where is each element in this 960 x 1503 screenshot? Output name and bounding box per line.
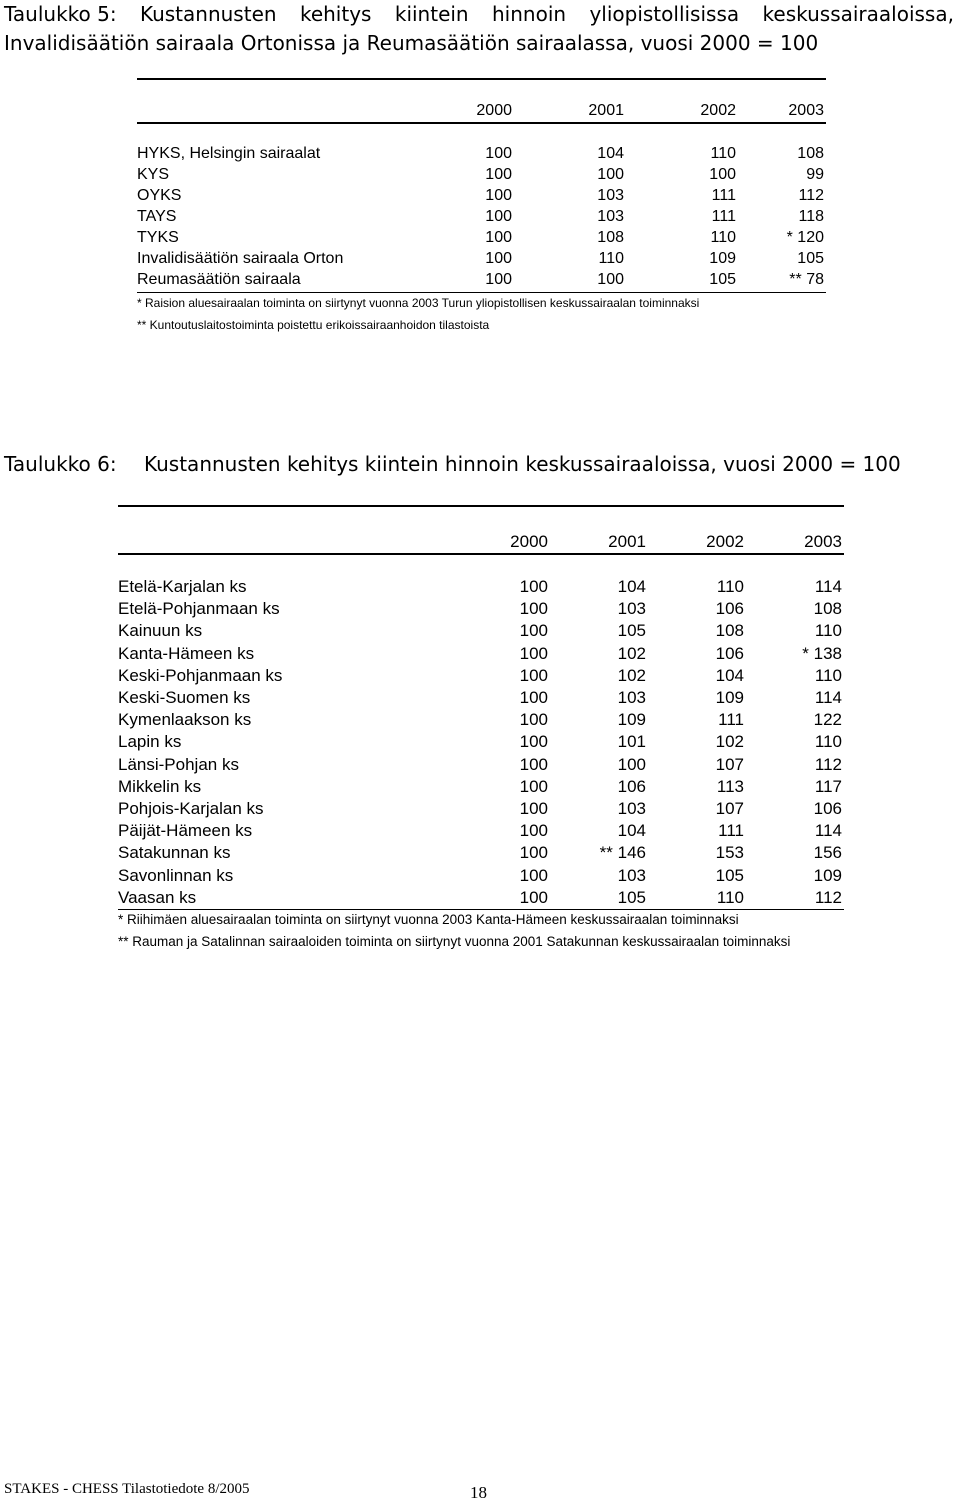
table5-note: * Raision aluesairaalan toiminta on siirtynyt vuonna 2003 Turun yliopistollisen keskussairaalan toiminnaksi: [137, 296, 700, 310]
column-header: 2001: [608, 532, 646, 551]
cell-value: 105: [617, 887, 646, 907]
cell-value: 103: [597, 208, 624, 225]
row-label: Savonlinnan ks: [118, 865, 234, 885]
cell-value: 106: [715, 599, 744, 619]
table-row: [118, 598, 842, 620]
row-label: TYKS: [137, 229, 179, 246]
cell-value: 110: [716, 577, 744, 597]
cell-value: 100: [485, 166, 512, 183]
cell-value: 108: [597, 229, 624, 246]
cell-value: 99: [806, 166, 824, 183]
table5-header-rule: [137, 122, 826, 124]
cell-value: 100: [485, 229, 512, 246]
table-row: [118, 643, 842, 665]
column-header: 2003: [788, 102, 824, 119]
cell-value: 100: [519, 621, 548, 641]
cell-value: 112: [798, 187, 824, 204]
cell-value: 113: [716, 776, 744, 796]
table-row: [137, 143, 824, 164]
row-label: HYKS, Helsingin sairaalat: [137, 145, 321, 162]
cell-value: 108: [797, 145, 824, 162]
row-label: Länsi-Pohjan ks: [118, 754, 239, 774]
cell-value: 110: [814, 732, 842, 752]
cell-value: 114: [814, 688, 842, 708]
row-label: Keski-Suomen ks: [118, 688, 251, 708]
cell-value: 112: [814, 887, 842, 907]
cell-value: 104: [617, 577, 646, 597]
cell-value: 100: [617, 754, 646, 774]
table-row: [118, 887, 842, 909]
table-row: [118, 731, 842, 753]
title-word: kiintein: [394, 2, 469, 26]
cell-value: 111: [711, 187, 736, 204]
table-row: [118, 798, 842, 820]
cell-value: 108: [715, 621, 744, 641]
row-label: Mikkelin ks: [118, 776, 202, 796]
cell-value: 107: [715, 754, 744, 774]
row-label: Kanta-Hämeen ks: [118, 643, 255, 663]
row-label: Vaasan ks: [118, 887, 197, 907]
table-row: [137, 248, 824, 269]
table5-title-line2: Invalidisäätiön sairaala Ortonissa ja Reumasäätiön sairaalassa, vuosi 2000 = 100: [4, 31, 819, 55]
cell-value: 110: [710, 145, 736, 162]
cell-value: 103: [617, 688, 646, 708]
title-word: keskussairaaloissa,: [762, 2, 954, 26]
table-row: [137, 269, 824, 290]
cell-value: * 120: [786, 229, 824, 246]
cell-value: 103: [617, 798, 646, 818]
row-label: Etelä-Karjalan ks: [118, 577, 247, 597]
cell-value: 100: [519, 732, 548, 752]
row-label: Reumasäätiön sairaala: [137, 271, 301, 288]
table5-label: Taulukko 5:: [4, 2, 117, 26]
cell-value: 156: [813, 843, 842, 863]
table-row: [137, 185, 824, 206]
cell-value: 153: [715, 843, 744, 863]
cell-value: 100: [485, 145, 512, 162]
table-row: [118, 820, 842, 842]
table6-label: Taulukko 6:: [4, 452, 117, 476]
cell-value: 117: [814, 776, 842, 796]
cell-value: 102: [617, 665, 646, 685]
cell-value: 102: [715, 732, 744, 752]
row-label: Kainuun ks: [118, 621, 203, 641]
column-header: 2000: [510, 532, 548, 551]
cell-value: 100: [519, 577, 548, 597]
cell-value: 105: [617, 621, 646, 641]
table6-bottom-rule: [118, 909, 844, 910]
cell-value: 110: [716, 887, 744, 907]
cell-value: 106: [715, 643, 744, 663]
cell-value: 110: [814, 621, 842, 641]
cell-value: 100: [519, 599, 548, 619]
cell-value: 104: [597, 145, 624, 162]
cell-value: 111: [718, 710, 744, 730]
cell-value: 111: [711, 208, 736, 225]
cell-value: 107: [715, 798, 744, 818]
table5-header: [137, 100, 824, 121]
cell-value: 109: [715, 688, 744, 708]
table5-note: ** Kuntoutuslaitostoiminta poistettu erikoissairaanhoidon tilastoista: [137, 318, 490, 332]
cell-value: 118: [798, 208, 824, 225]
cell-value: 100: [519, 865, 548, 885]
cell-value: ** 78: [789, 271, 824, 288]
table-row: [137, 164, 824, 185]
cell-value: 100: [519, 798, 548, 818]
table-row: [118, 754, 842, 776]
cell-value: 100: [485, 250, 512, 267]
page-number: 18: [470, 1483, 487, 1502]
cell-value: 122: [813, 710, 842, 730]
row-label: Pohjois-Karjalan ks: [118, 798, 264, 818]
table-row: [118, 709, 842, 731]
cell-value: 103: [617, 865, 646, 885]
cell-value: 100: [485, 187, 512, 204]
cell-value: 100: [519, 688, 548, 708]
cell-value: 105: [797, 250, 824, 267]
cell-value: 100: [485, 271, 512, 288]
cell-value: 100: [519, 754, 548, 774]
table-row: [118, 842, 842, 864]
cell-value: 109: [617, 710, 646, 730]
row-label: Keski-Pohjanmaan ks: [118, 665, 283, 685]
table6-header: [118, 531, 842, 553]
table5-top-rule: [137, 78, 826, 80]
cell-value: 100: [597, 271, 624, 288]
row-label: OYKS: [137, 187, 182, 204]
cell-value: ** 146: [599, 843, 646, 863]
row-label: Kymenlaakson ks: [118, 710, 252, 730]
table6-note: * Riihimäen aluesairaalan toiminta on siirtynyt vuonna 2003 Kanta-Hämeen keskussairaalan toiminnaksi: [118, 912, 739, 927]
title-word: kehitys: [299, 2, 372, 26]
cell-value: 100: [519, 887, 548, 907]
cell-value: 100: [519, 843, 548, 863]
row-label: KYS: [137, 166, 170, 183]
table6-body: [118, 576, 842, 909]
cell-value: 105: [709, 271, 736, 288]
cell-value: 100: [597, 166, 624, 183]
table6-top-rule: [118, 505, 844, 507]
cell-value: 103: [617, 599, 646, 619]
cell-value: 100: [519, 776, 548, 796]
cell-value: 110: [710, 229, 736, 246]
table-row: [118, 665, 842, 687]
title-word: yliopistollisissa: [589, 2, 740, 26]
cell-value: 100: [519, 710, 548, 730]
cell-value: 110: [814, 665, 842, 685]
cell-value: 100: [519, 821, 548, 841]
table5-body: [137, 143, 824, 290]
table6-note: ** Rauman ja Satalinnan sairaaloiden toiminta on siirtynyt vuonna 2001 Satakunnan keskussairaalan toiminnaksi: [118, 934, 791, 949]
table-row: [118, 620, 842, 642]
table-row: [118, 864, 842, 886]
cell-value: * 138: [802, 643, 842, 663]
row-label: Päijät-Hämeen ks: [118, 821, 253, 841]
cell-value: 100: [519, 643, 548, 663]
cell-value: 110: [598, 250, 624, 267]
column-header: 2003: [804, 532, 842, 551]
cell-value: 109: [813, 865, 842, 885]
table5-title-line1: [4, 0, 954, 29]
table5-bottom-rule: [137, 292, 826, 293]
cell-value: 101: [617, 732, 646, 752]
column-header: 2001: [588, 102, 624, 119]
table6-title: [4, 452, 954, 476]
row-label: Satakunnan ks: [118, 843, 231, 863]
cell-value: 111: [718, 821, 744, 841]
title-word: hinnoin: [492, 2, 567, 26]
row-label: TAYS: [137, 208, 177, 225]
cell-value: 106: [617, 776, 646, 796]
cell-value: 106: [813, 798, 842, 818]
row-label: Etelä-Pohjanmaan ks: [118, 599, 280, 619]
cell-value: 104: [617, 821, 646, 841]
table-row: [118, 776, 842, 798]
cell-value: 104: [715, 665, 744, 685]
cell-value: 108: [813, 599, 842, 619]
cell-value: 100: [485, 208, 512, 225]
column-header: 2002: [700, 102, 736, 119]
table6-header-rule: [118, 553, 844, 555]
cell-value: 109: [709, 250, 736, 267]
table-row: [118, 687, 842, 709]
table5-title: [4, 0, 954, 58]
cell-value: 105: [715, 865, 744, 885]
column-header: 2002: [706, 532, 744, 551]
column-header: 2000: [476, 102, 512, 119]
cell-value: 114: [814, 577, 842, 597]
cell-value: 114: [814, 821, 842, 841]
cell-value: 112: [814, 754, 842, 774]
cell-value: 103: [597, 187, 624, 204]
row-label: Invalidisäätiön sairaala Orton: [137, 250, 344, 267]
title-word: Kustannusten: [139, 2, 277, 26]
cell-value: 102: [617, 643, 646, 663]
table-row: [137, 206, 824, 227]
row-label: Lapin ks: [118, 732, 182, 752]
cell-value: 100: [709, 166, 736, 183]
table6-title-text: Kustannusten kehitys kiintein hinnoin keskussairaaloissa, vuosi 2000 = 100: [144, 452, 901, 476]
table-row: [118, 576, 842, 598]
footer-text: STAKES - CHESS Tilastotiedote 8/2005: [4, 1481, 250, 1497]
cell-value: 100: [519, 665, 548, 685]
table-row: [137, 227, 824, 248]
